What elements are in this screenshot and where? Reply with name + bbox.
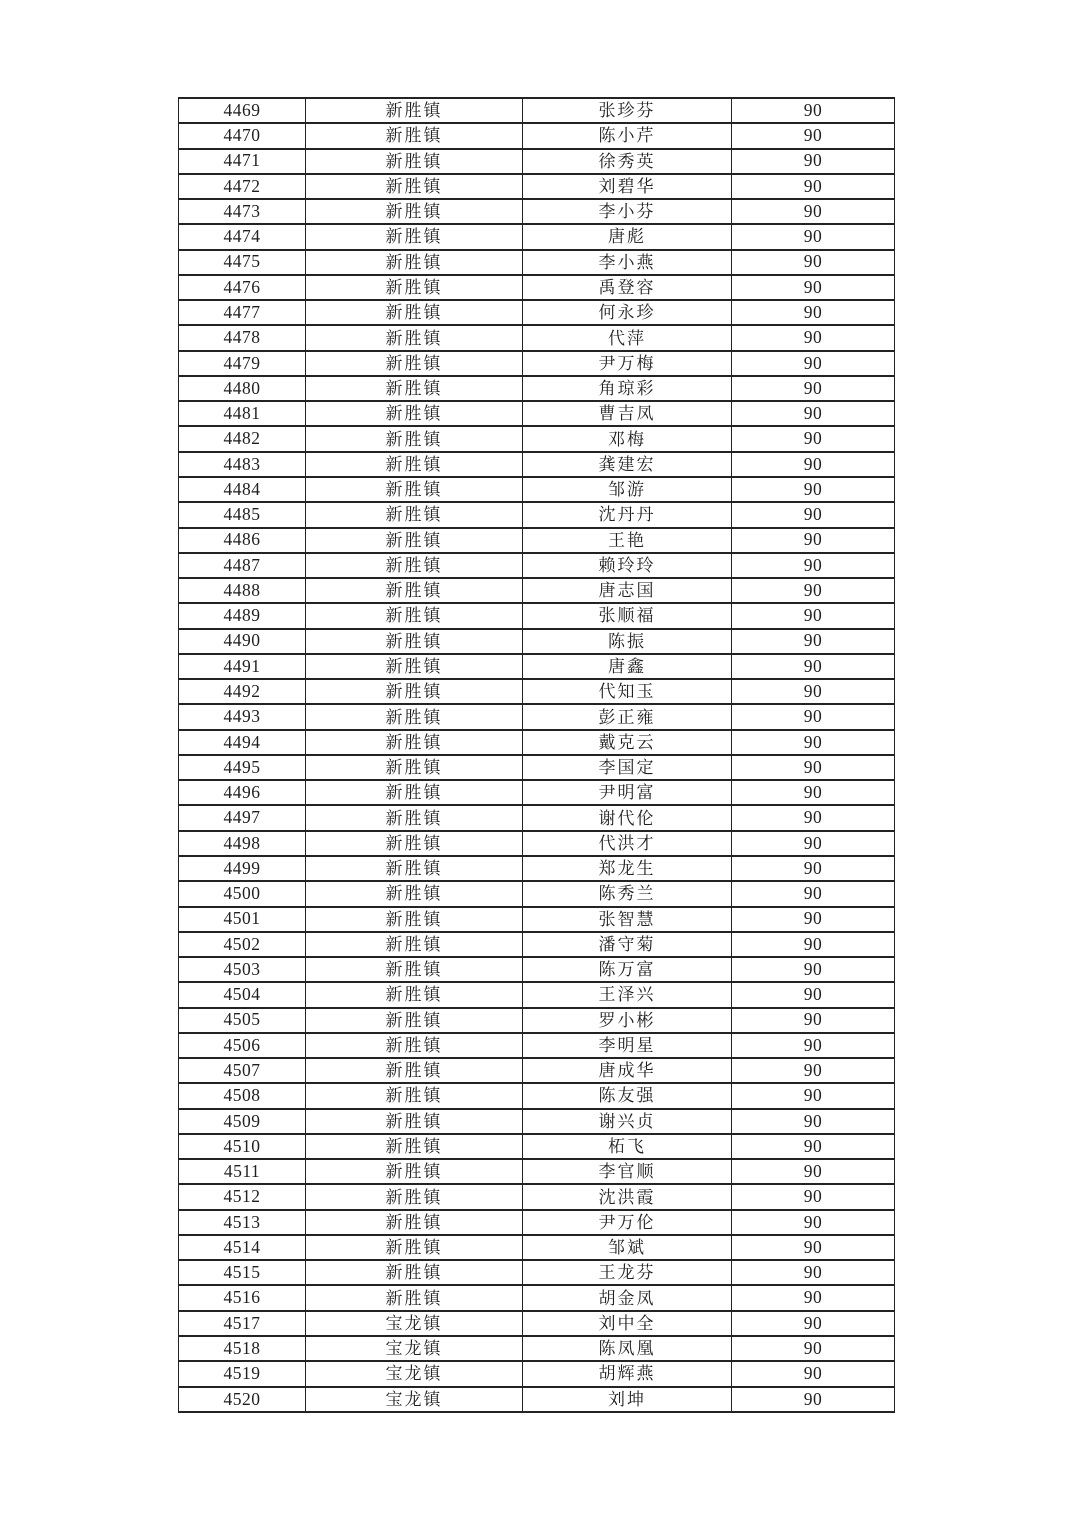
cell-serial: 4517 xyxy=(179,1311,306,1336)
cell-name: 张智慧 xyxy=(523,907,732,932)
cell-town: 新胜镇 xyxy=(306,704,523,729)
cell-name: 角琼彩 xyxy=(523,376,732,401)
cell-name: 李小燕 xyxy=(523,250,732,275)
cell-town: 新胜镇 xyxy=(306,629,523,654)
cell-serial: 4478 xyxy=(179,325,306,350)
cell-serial: 4474 xyxy=(179,224,306,249)
table-row xyxy=(179,982,895,1007)
table-row xyxy=(179,1336,895,1361)
cell-serial: 4506 xyxy=(179,1033,306,1058)
table-row xyxy=(179,250,895,275)
cell-name: 张顺福 xyxy=(523,603,732,628)
cell-name: 刘中全 xyxy=(523,1311,732,1336)
cell-serial: 4513 xyxy=(179,1210,306,1235)
cell-name: 唐鑫 xyxy=(523,654,732,679)
table-row xyxy=(179,1361,895,1386)
table-row xyxy=(179,1387,895,1412)
score-table xyxy=(178,97,895,1413)
cell-serial: 4487 xyxy=(179,553,306,578)
cell-score: 90 xyxy=(732,1008,895,1033)
cell-score: 90 xyxy=(732,553,895,578)
cell-town: 新胜镇 xyxy=(306,123,523,148)
cell-score: 90 xyxy=(732,1210,895,1235)
cell-town: 新胜镇 xyxy=(306,528,523,553)
cell-score: 90 xyxy=(732,426,895,451)
cell-town: 新胜镇 xyxy=(306,300,523,325)
cell-serial: 4495 xyxy=(179,755,306,780)
cell-serial: 4470 xyxy=(179,123,306,148)
table-row xyxy=(179,1083,895,1108)
table-row xyxy=(179,730,895,755)
cell-town: 新胜镇 xyxy=(306,1058,523,1083)
table-row xyxy=(179,1235,895,1260)
cell-score: 90 xyxy=(732,477,895,502)
cell-serial: 4469 xyxy=(179,98,306,123)
cell-town: 新胜镇 xyxy=(306,831,523,856)
cell-serial: 4502 xyxy=(179,932,306,957)
cell-town: 新胜镇 xyxy=(306,1260,523,1285)
cell-serial: 4475 xyxy=(179,250,306,275)
cell-serial: 4493 xyxy=(179,704,306,729)
cell-name: 谢代伦 xyxy=(523,805,732,830)
table-row xyxy=(179,528,895,553)
cell-score: 90 xyxy=(732,1083,895,1108)
table-row xyxy=(179,199,895,224)
cell-town: 新胜镇 xyxy=(306,856,523,881)
cell-name: 代洪才 xyxy=(523,831,732,856)
cell-town: 新胜镇 xyxy=(306,1184,523,1209)
cell-serial: 4490 xyxy=(179,629,306,654)
cell-serial: 4496 xyxy=(179,780,306,805)
cell-score: 90 xyxy=(732,452,895,477)
cell-score: 90 xyxy=(732,629,895,654)
cell-name: 赖玲玲 xyxy=(523,553,732,578)
cell-town: 宝龙镇 xyxy=(306,1311,523,1336)
cell-town: 新胜镇 xyxy=(306,149,523,174)
cell-score: 90 xyxy=(732,149,895,174)
cell-serial: 4480 xyxy=(179,376,306,401)
cell-serial: 4484 xyxy=(179,477,306,502)
cell-serial: 4515 xyxy=(179,1260,306,1285)
table-row xyxy=(179,224,895,249)
cell-town: 新胜镇 xyxy=(306,755,523,780)
cell-name: 尹万伦 xyxy=(523,1210,732,1235)
table-body xyxy=(179,98,895,1412)
cell-town: 新胜镇 xyxy=(306,502,523,527)
table-row xyxy=(179,477,895,502)
cell-serial: 4485 xyxy=(179,502,306,527)
table-row xyxy=(179,1260,895,1285)
cell-town: 新胜镇 xyxy=(306,578,523,603)
cell-name: 潘守菊 xyxy=(523,932,732,957)
cell-name: 代知玉 xyxy=(523,679,732,704)
cell-town: 新胜镇 xyxy=(306,98,523,123)
cell-serial: 4501 xyxy=(179,907,306,932)
cell-town: 新胜镇 xyxy=(306,376,523,401)
cell-town: 新胜镇 xyxy=(306,1083,523,1108)
cell-name: 陈秀兰 xyxy=(523,881,732,906)
table-row xyxy=(179,907,895,932)
cell-score: 90 xyxy=(732,679,895,704)
table-row xyxy=(179,1058,895,1083)
cell-serial: 4482 xyxy=(179,426,306,451)
cell-serial: 4509 xyxy=(179,1109,306,1134)
cell-score: 90 xyxy=(732,528,895,553)
cell-name: 李明星 xyxy=(523,1033,732,1058)
table-row xyxy=(179,1159,895,1184)
cell-score: 90 xyxy=(732,755,895,780)
cell-score: 90 xyxy=(732,199,895,224)
table-row xyxy=(179,502,895,527)
table-row xyxy=(179,1311,895,1336)
cell-town: 新胜镇 xyxy=(306,730,523,755)
cell-town: 新胜镇 xyxy=(306,477,523,502)
cell-score: 90 xyxy=(732,654,895,679)
cell-name: 尹明富 xyxy=(523,780,732,805)
cell-name: 代萍 xyxy=(523,325,732,350)
cell-score: 90 xyxy=(732,1184,895,1209)
table-row xyxy=(179,1184,895,1209)
cell-serial: 4507 xyxy=(179,1058,306,1083)
cell-name: 戴克云 xyxy=(523,730,732,755)
cell-serial: 4476 xyxy=(179,275,306,300)
cell-name: 唐志国 xyxy=(523,578,732,603)
cell-name: 胡辉燕 xyxy=(523,1361,732,1386)
cell-town: 宝龙镇 xyxy=(306,1387,523,1412)
table-row xyxy=(179,1285,895,1310)
table-row xyxy=(179,174,895,199)
cell-name: 邹游 xyxy=(523,477,732,502)
cell-score: 90 xyxy=(732,907,895,932)
cell-name: 陈振 xyxy=(523,629,732,654)
cell-name: 彭正雍 xyxy=(523,704,732,729)
cell-serial: 4510 xyxy=(179,1134,306,1159)
table-row xyxy=(179,755,895,780)
table-row xyxy=(179,98,895,123)
cell-town: 新胜镇 xyxy=(306,174,523,199)
cell-score: 90 xyxy=(732,351,895,376)
cell-name: 邹斌 xyxy=(523,1235,732,1260)
cell-score: 90 xyxy=(732,1033,895,1058)
cell-name: 曹吉凤 xyxy=(523,401,732,426)
cell-town: 新胜镇 xyxy=(306,250,523,275)
cell-town: 新胜镇 xyxy=(306,805,523,830)
cell-score: 90 xyxy=(732,831,895,856)
cell-serial: 4500 xyxy=(179,881,306,906)
table-row xyxy=(179,654,895,679)
cell-score: 90 xyxy=(732,502,895,527)
table-row xyxy=(179,856,895,881)
cell-name: 唐成华 xyxy=(523,1058,732,1083)
table-row xyxy=(179,452,895,477)
cell-serial: 4514 xyxy=(179,1235,306,1260)
cell-name: 陈凤凰 xyxy=(523,1336,732,1361)
cell-name: 李官顺 xyxy=(523,1159,732,1184)
cell-score: 90 xyxy=(732,578,895,603)
table-row xyxy=(179,426,895,451)
table-row xyxy=(179,629,895,654)
table-row xyxy=(179,300,895,325)
cell-name: 陈小芹 xyxy=(523,123,732,148)
cell-serial: 4473 xyxy=(179,199,306,224)
cell-score: 90 xyxy=(732,1109,895,1134)
cell-serial: 4511 xyxy=(179,1159,306,1184)
cell-name: 沈洪霞 xyxy=(523,1184,732,1209)
cell-town: 新胜镇 xyxy=(306,325,523,350)
cell-score: 90 xyxy=(732,1311,895,1336)
table-row xyxy=(179,932,895,957)
cell-serial: 4499 xyxy=(179,856,306,881)
table-row xyxy=(179,275,895,300)
cell-town: 新胜镇 xyxy=(306,351,523,376)
cell-name: 李国定 xyxy=(523,755,732,780)
cell-name: 徐秀英 xyxy=(523,149,732,174)
cell-serial: 4479 xyxy=(179,351,306,376)
cell-name: 谢兴贞 xyxy=(523,1109,732,1134)
table-row xyxy=(179,881,895,906)
cell-score: 90 xyxy=(732,1361,895,1386)
table-row xyxy=(179,376,895,401)
cell-town: 新胜镇 xyxy=(306,982,523,1007)
table-row xyxy=(179,679,895,704)
cell-name: 王艳 xyxy=(523,528,732,553)
cell-town: 新胜镇 xyxy=(306,1109,523,1134)
cell-town: 新胜镇 xyxy=(306,275,523,300)
cell-score: 90 xyxy=(732,704,895,729)
cell-score: 90 xyxy=(732,1336,895,1361)
cell-serial: 4481 xyxy=(179,401,306,426)
table-row xyxy=(179,957,895,982)
cell-score: 90 xyxy=(732,856,895,881)
cell-score: 90 xyxy=(732,401,895,426)
cell-town: 新胜镇 xyxy=(306,553,523,578)
table-row xyxy=(179,123,895,148)
cell-score: 90 xyxy=(732,224,895,249)
cell-serial: 4497 xyxy=(179,805,306,830)
cell-serial: 4488 xyxy=(179,578,306,603)
cell-score: 90 xyxy=(732,982,895,1007)
cell-score: 90 xyxy=(732,98,895,123)
cell-town: 宝龙镇 xyxy=(306,1361,523,1386)
cell-name: 禹登容 xyxy=(523,275,732,300)
cell-town: 新胜镇 xyxy=(306,654,523,679)
cell-score: 90 xyxy=(732,1260,895,1285)
cell-town: 新胜镇 xyxy=(306,1235,523,1260)
cell-town: 新胜镇 xyxy=(306,199,523,224)
cell-serial: 4486 xyxy=(179,528,306,553)
cell-name: 王泽兴 xyxy=(523,982,732,1007)
cell-town: 新胜镇 xyxy=(306,1134,523,1159)
cell-town: 新胜镇 xyxy=(306,603,523,628)
cell-score: 90 xyxy=(732,376,895,401)
table-row xyxy=(179,149,895,174)
cell-serial: 4512 xyxy=(179,1184,306,1209)
cell-score: 90 xyxy=(732,275,895,300)
table-row xyxy=(179,805,895,830)
cell-town: 新胜镇 xyxy=(306,1008,523,1033)
cell-score: 90 xyxy=(732,957,895,982)
table-row xyxy=(179,1109,895,1134)
cell-town: 新胜镇 xyxy=(306,401,523,426)
cell-name: 龚建宏 xyxy=(523,452,732,477)
table-row xyxy=(179,1008,895,1033)
cell-serial: 4491 xyxy=(179,654,306,679)
table-row xyxy=(179,401,895,426)
cell-name: 李小芬 xyxy=(523,199,732,224)
cell-serial: 4508 xyxy=(179,1083,306,1108)
cell-score: 90 xyxy=(732,881,895,906)
cell-town: 新胜镇 xyxy=(306,1210,523,1235)
cell-score: 90 xyxy=(732,123,895,148)
cell-serial: 4518 xyxy=(179,1336,306,1361)
table-row xyxy=(179,553,895,578)
cell-score: 90 xyxy=(732,1058,895,1083)
cell-score: 90 xyxy=(732,1285,895,1310)
cell-town: 新胜镇 xyxy=(306,932,523,957)
table-row xyxy=(179,325,895,350)
cell-name: 刘坤 xyxy=(523,1387,732,1412)
cell-serial: 4516 xyxy=(179,1285,306,1310)
cell-name: 罗小彬 xyxy=(523,1008,732,1033)
cell-serial: 4483 xyxy=(179,452,306,477)
cell-name: 刘碧华 xyxy=(523,174,732,199)
cell-name: 陈友强 xyxy=(523,1083,732,1108)
cell-score: 90 xyxy=(732,603,895,628)
table-row xyxy=(179,351,895,376)
cell-score: 90 xyxy=(732,174,895,199)
cell-score: 90 xyxy=(732,250,895,275)
cell-name: 邓梅 xyxy=(523,426,732,451)
cell-town: 新胜镇 xyxy=(306,780,523,805)
cell-serial: 4520 xyxy=(179,1387,306,1412)
cell-serial: 4477 xyxy=(179,300,306,325)
table-row xyxy=(179,1210,895,1235)
cell-name: 唐彪 xyxy=(523,224,732,249)
cell-score: 90 xyxy=(732,780,895,805)
cell-score: 90 xyxy=(732,300,895,325)
cell-serial: 4505 xyxy=(179,1008,306,1033)
cell-name: 柘飞 xyxy=(523,1134,732,1159)
cell-name: 沈丹丹 xyxy=(523,502,732,527)
cell-name: 郑龙生 xyxy=(523,856,732,881)
table-row xyxy=(179,780,895,805)
cell-score: 90 xyxy=(732,1387,895,1412)
cell-score: 90 xyxy=(732,1159,895,1184)
table-row xyxy=(179,578,895,603)
cell-serial: 4492 xyxy=(179,679,306,704)
table-row xyxy=(179,1134,895,1159)
cell-serial: 4494 xyxy=(179,730,306,755)
cell-town: 新胜镇 xyxy=(306,1285,523,1310)
table-row xyxy=(179,1033,895,1058)
table-row xyxy=(179,704,895,729)
cell-town: 新胜镇 xyxy=(306,679,523,704)
cell-score: 90 xyxy=(732,932,895,957)
table-row xyxy=(179,603,895,628)
cell-town: 新胜镇 xyxy=(306,1033,523,1058)
cell-serial: 4503 xyxy=(179,957,306,982)
cell-serial: 4489 xyxy=(179,603,306,628)
cell-score: 90 xyxy=(732,730,895,755)
cell-serial: 4519 xyxy=(179,1361,306,1386)
cell-serial: 4498 xyxy=(179,831,306,856)
cell-town: 新胜镇 xyxy=(306,452,523,477)
cell-town: 新胜镇 xyxy=(306,907,523,932)
cell-town: 新胜镇 xyxy=(306,426,523,451)
cell-town: 宝龙镇 xyxy=(306,1336,523,1361)
cell-name: 尹万梅 xyxy=(523,351,732,376)
cell-serial: 4471 xyxy=(179,149,306,174)
cell-town: 新胜镇 xyxy=(306,881,523,906)
cell-name: 胡金凤 xyxy=(523,1285,732,1310)
cell-town: 新胜镇 xyxy=(306,224,523,249)
cell-name: 何永珍 xyxy=(523,300,732,325)
cell-name: 陈万富 xyxy=(523,957,732,982)
cell-score: 90 xyxy=(732,325,895,350)
cell-town: 新胜镇 xyxy=(306,957,523,982)
cell-score: 90 xyxy=(732,805,895,830)
cell-score: 90 xyxy=(732,1134,895,1159)
cell-town: 新胜镇 xyxy=(306,1159,523,1184)
cell-serial: 4504 xyxy=(179,982,306,1007)
cell-serial: 4472 xyxy=(179,174,306,199)
cell-score: 90 xyxy=(732,1235,895,1260)
cell-name: 王龙芬 xyxy=(523,1260,732,1285)
table-row xyxy=(179,831,895,856)
cell-name: 张珍芬 xyxy=(523,98,732,123)
